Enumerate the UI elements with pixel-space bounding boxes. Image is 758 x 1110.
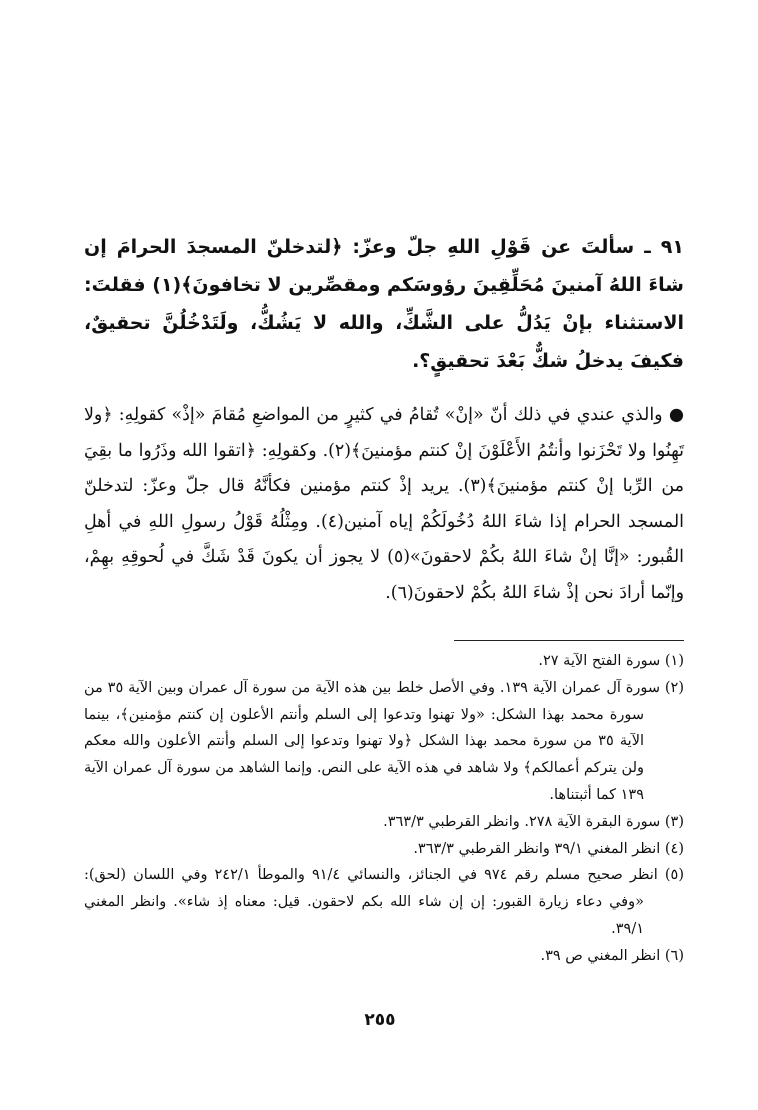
footnote-3: (٣) سورة البقرة الآية ٢٧٨. وانظر القرطبي ٣٦٣/٣. bbox=[383, 813, 684, 830]
footnote-6: (٦) انظر المغني ص ٣٩. bbox=[540, 947, 684, 964]
footnote-1: (١) سورة الفتح الآية ٢٧. bbox=[538, 653, 684, 669]
footnote-5: (٥) انظر صحيح مسلم رقم ٩٧٤ في الجنائز، والنسائي ٩١/٤ والموطأ ٢٤٢/١ وفي اللسان (لحق): «وفي دعاء زيارة القبور: إن إن شاء الله بكم لاحقون. قيل: معناه إذ شاء». وانظر المغني ٣٩/١. bbox=[84, 867, 684, 937]
answer-section bbox=[84, 398, 684, 612]
footnote-2: (٢) سورة آل عمران الآية ١٣٩. وفي الأصل خلط بين هذه الآية من سورة آل عمران وبين الآية ٣٥ من سورة محمد بهذا الشكل: «ولا تهنوا وتدعوا إلى السلم وأنتم الأعلون إن كنتم مؤمنين﴾، بينما الآية ٣٥ من سورة محمد بهذا الشكل ﴿ولا تهنوا وتدعوا إلى السلم وأنتم الأعلون والله معكم ولن يتركم أعمالكم﴾ ولا شاهد في هذه الآية على النص. وإنما الشاهد من سورة آل عمران الآية ١٣٩ كما أثبتناها. bbox=[84, 679, 684, 803]
footnote-divider bbox=[454, 640, 684, 641]
page-number: ٢٥٥ bbox=[364, 1010, 396, 1030]
footnotes bbox=[84, 648, 684, 970]
footnote-4: (٤) انظر المغني ٣٩/١ وانظر القرطبي ٣٦٣/٣. bbox=[413, 840, 684, 857]
answer-paragraph: ● والذي عندي في ذلك أنّ «إنْ» تُقامُ في كثيرٍ من المواضعِ مُقامَ «إذْ» كقولِهِ: ﴿ولا تَهِنُوا ولا تَحْزَنوا وأنتُمُ الأَعْلَوْنَ إنْ كنتم مؤمنينَ﴾(٢). وكقولِهِ: ﴿اتقوا الله وذَرُوا ما بقِيَ من الرِّبا إنْ كنتم مؤمنينَ﴾(٣). يريد إذْ كنتم مؤمنين فكأنَّهُ قال جلّ وعزّ: لتدخلنّ المسجد الحرام إذا شاءَ اللهُ دُخُولَكُمْ إياه آمنين(٤). ومِثْلُهُ قَوْلُ رسولِ اللهِ في أهلِ القُبور: «إنَّا إنْ شاءَ اللهُ بكُمْ لاحقونَ»(٥) لا يجوز أن يكونَ قَدْ شَكَّ في لُحوقِهِ بهِمْ، وإنّما أرادَ نحن إذْ شاءَ اللهُ بكُمْ لاحقونَ(٦). bbox=[84, 405, 684, 603]
question-paragraph: ٩١ ـ سألتَ عن قَوْلِ اللهِ جلّ وعزّ: ﴿لتدخلنّ المسجدَ الحرامَ إن شاءَ اللهُ آمنينَ مُحَلِّقِينَ رؤوسَكم ومقصِّرين لا تخافونَ﴾(١) فقلتَ: الاستثناء بإنْ يَدُلُّ على الشَّكِّ، والله لا يَشُكُّ، ولَتَدْخُلُنَّ تحقيقٌ، فكيفَ يدخلُ شكٌّ بَعْدَ تحقيقٍ؟. bbox=[84, 236, 684, 372]
